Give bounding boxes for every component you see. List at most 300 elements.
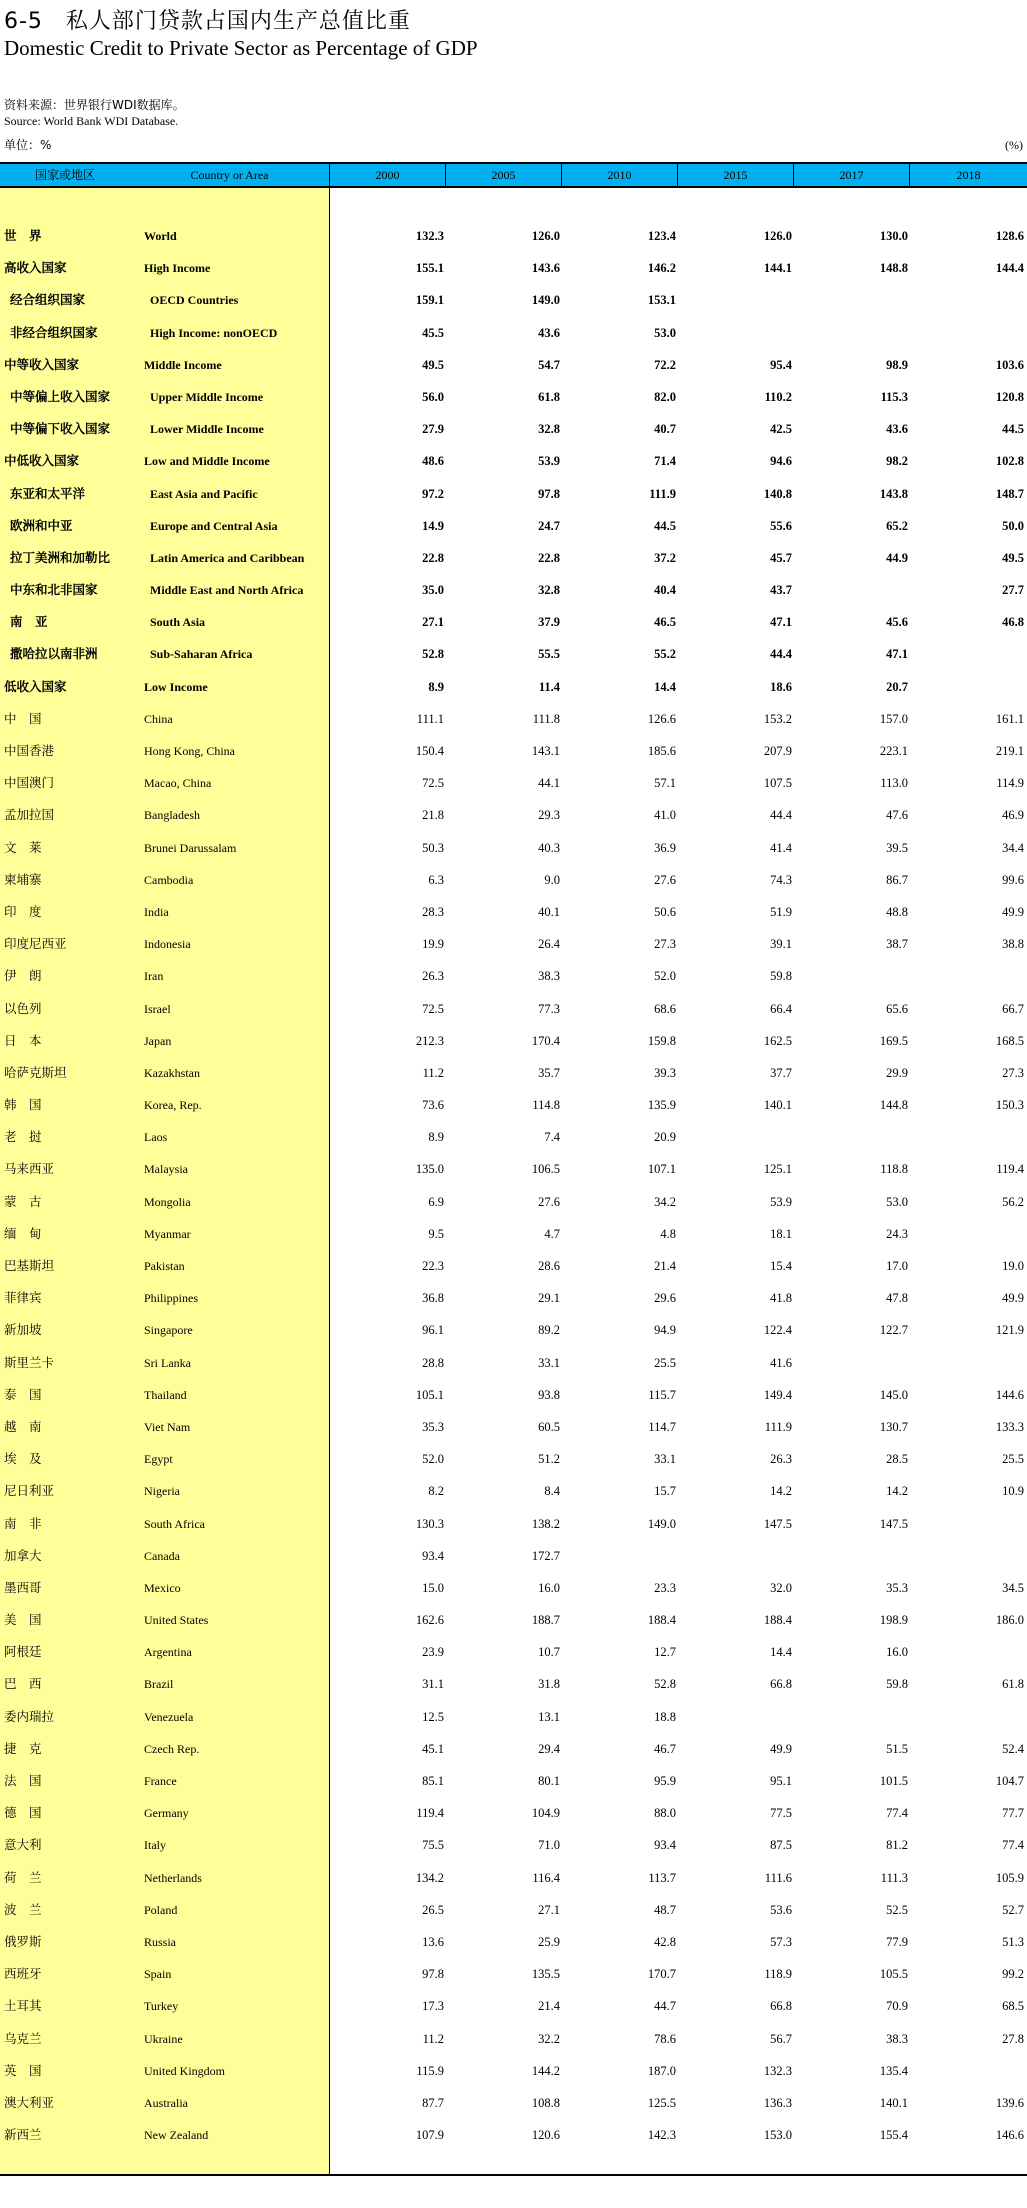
country-name-zh: 蒙 古 <box>4 1193 42 1209</box>
value-cell: 169.5 <box>879 1033 908 1048</box>
value-cell: 140.1 <box>879 2095 908 2110</box>
country-name-en: World <box>144 229 177 243</box>
country-name-en: Russia <box>144 1934 177 1949</box>
value-cell: 51.3 <box>1002 1934 1024 1949</box>
value-cell: 14.2 <box>886 1484 908 1499</box>
country-name-zh: 低收入国家 <box>4 678 67 694</box>
value-cell: 89.2 <box>538 1323 560 1338</box>
value-cell: 40.4 <box>654 583 676 598</box>
value-cell: 48.8 <box>886 904 908 919</box>
value-cell: 24.7 <box>538 518 560 533</box>
value-cell <box>934 1636 1024 1668</box>
country-name-zh: 欧洲和中亚 <box>10 517 73 533</box>
value-cell: 102.8 <box>995 454 1024 469</box>
value-cell: 27.9 <box>422 422 444 437</box>
value-cell: 37.2 <box>654 550 676 565</box>
value-cell: 38.8 <box>1002 937 1024 952</box>
value-cell: 21.4 <box>654 1259 676 1273</box>
table-row <box>0 1218 1027 1250</box>
value-cell: 55.6 <box>770 518 792 533</box>
country-name-zh: 缅 甸 <box>4 1225 42 1241</box>
value-cell: 139.6 <box>995 2095 1024 2110</box>
country-name-zh: 东亚和太平洋 <box>10 485 86 501</box>
value-cell: 48.6 <box>422 454 444 469</box>
country-name-zh: 老 挝 <box>4 1129 42 1145</box>
value-cell: 27.6 <box>538 1194 560 1209</box>
country-name-en: Malaysia <box>144 1162 188 1177</box>
table-row <box>0 2023 1027 2055</box>
country-name-zh: 世 界 <box>4 228 42 243</box>
value-cell <box>702 317 792 349</box>
value-cell: 8.2 <box>428 1484 444 1499</box>
country-name-zh: 拉丁美洲和加勒比 <box>10 549 111 565</box>
value-cell: 56.2 <box>1002 1194 1024 1209</box>
value-cell: 28.6 <box>538 1259 560 1273</box>
value-cell: 50.6 <box>654 904 676 919</box>
country-name-en: Germany <box>144 1806 189 1821</box>
value-cell: 51.5 <box>886 1741 908 1756</box>
country-name-zh: 中国澳门 <box>4 775 55 791</box>
table-row <box>0 413 1027 445</box>
country-name-en: Japan <box>144 1033 172 1048</box>
value-cell: 135.9 <box>647 1098 676 1113</box>
value-cell: 71.0 <box>538 1838 560 1853</box>
table-row <box>0 1733 1027 1765</box>
value-cell: 128.6 <box>995 229 1024 243</box>
country-name-en: Upper Middle Income <box>150 389 264 404</box>
value-cell: 32.0 <box>770 1580 792 1595</box>
table-row <box>0 1282 1027 1314</box>
table-row <box>0 445 1027 477</box>
value-cell: 25.5 <box>1002 1452 1024 1467</box>
value-cell <box>818 1701 908 1733</box>
value-cell: 153.1 <box>647 293 676 308</box>
value-cell: 77.3 <box>538 1001 560 1016</box>
value-cell: 34.5 <box>1002 1580 1024 1595</box>
value-cell: 98.2 <box>886 454 908 469</box>
value-cell: 27.1 <box>422 615 444 630</box>
value-cell: 113.0 <box>880 776 908 791</box>
value-cell: 153.2 <box>763 711 792 726</box>
value-cell: 21.4 <box>538 1999 560 2014</box>
value-cell: 44.7 <box>654 1999 676 2014</box>
value-cell: 29.4 <box>538 1741 560 1756</box>
value-cell: 61.8 <box>1002 1677 1024 1692</box>
header-country-en: Country or Area <box>130 164 330 186</box>
value-cell: 122.4 <box>763 1323 792 1338</box>
value-cell: 111.8 <box>532 711 560 726</box>
value-cell: 132.3 <box>415 229 444 243</box>
country-name-zh: 委内瑞拉 <box>4 1708 55 1724</box>
value-cell: 25.9 <box>538 1934 560 1949</box>
value-cell: 45.1 <box>422 1741 444 1756</box>
country-name-en: Bangladesh <box>144 808 200 823</box>
value-cell: 29.9 <box>886 1065 908 1080</box>
value-cell: 52.0 <box>422 1452 444 1467</box>
value-cell: 14.9 <box>422 518 444 533</box>
table-row <box>0 1121 1027 1153</box>
value-cell: 72.5 <box>422 776 444 791</box>
value-cell: 14.4 <box>770 1645 792 1660</box>
country-name-zh: 阿根廷 <box>4 1644 42 1660</box>
value-cell: 54.7 <box>538 357 560 372</box>
value-cell: 188.4 <box>647 1613 676 1628</box>
page-title-zh: 6-5 私人部门贷款占国内生产总值比重 <box>4 9 411 34</box>
table-row <box>0 1186 1027 1218</box>
value-cell: 33.1 <box>654 1452 676 1467</box>
value-cell: 144.8 <box>879 1098 908 1113</box>
country-name-en: Indonesia <box>144 937 191 952</box>
table-row <box>0 703 1027 735</box>
country-name-en: Israel <box>144 1001 171 1016</box>
value-cell: 97.8 <box>538 486 560 501</box>
value-cell: 32.8 <box>538 422 560 437</box>
value-cell: 41.4 <box>770 840 792 855</box>
value-cell: 27.7 <box>1002 583 1024 598</box>
table-row <box>0 638 1027 670</box>
value-cell: 32.2 <box>538 2031 560 2046</box>
value-cell: 59.8 <box>770 969 792 984</box>
value-cell: 120.6 <box>531 2128 560 2143</box>
country-name-en: Viet Nam <box>144 1419 191 1434</box>
value-cell: 26.5 <box>422 1902 444 1917</box>
value-cell: 19.0 <box>1002 1259 1024 1273</box>
table-row <box>0 671 1027 703</box>
table-row <box>0 1089 1027 1121</box>
table-row <box>0 799 1027 831</box>
value-cell <box>934 1347 1024 1379</box>
value-cell: 21.8 <box>422 808 444 823</box>
value-cell: 6.9 <box>428 1194 444 1209</box>
value-cell: 15.4 <box>770 1259 792 1273</box>
value-cell: 46.5 <box>654 615 676 630</box>
value-cell: 159.8 <box>647 1033 676 1048</box>
value-cell: 56.7 <box>770 2031 792 2046</box>
country-name-en: Lower Middle Income <box>150 422 264 437</box>
header-year: 2017 <box>794 164 910 186</box>
table-row <box>0 735 1027 767</box>
value-cell: 188.7 <box>531 1613 560 1628</box>
value-cell: 29.6 <box>654 1291 676 1306</box>
value-cell: 114.9 <box>996 776 1024 791</box>
value-cell: 74.3 <box>770 872 792 887</box>
value-cell: 52.0 <box>654 969 676 984</box>
country-name-zh: 中等偏上收入国家 <box>10 388 111 404</box>
value-cell: 13.1 <box>538 1709 560 1724</box>
country-name-zh: 马来西亚 <box>4 1161 55 1177</box>
value-cell: 20.9 <box>654 1130 676 1145</box>
value-cell: 85.1 <box>422 1774 444 1788</box>
value-cell: 97.2 <box>422 486 444 501</box>
value-cell: 140.8 <box>763 486 792 501</box>
value-cell: 45.6 <box>886 615 908 630</box>
value-cell: 44.5 <box>1002 422 1024 437</box>
value-cell: 38.3 <box>538 969 560 984</box>
country-name-zh: 文 莱 <box>4 839 42 855</box>
value-cell: 35.7 <box>538 1065 560 1080</box>
table-row <box>0 478 1027 510</box>
value-cell: 118.9 <box>764 1967 792 1982</box>
value-cell: 31.8 <box>538 1677 560 1692</box>
value-cell: 146.2 <box>647 261 676 276</box>
value-cell: 41.0 <box>654 808 676 823</box>
value-cell: 116.4 <box>532 1870 560 1885</box>
value-cell: 8.9 <box>428 679 444 694</box>
value-cell: 16.0 <box>886 1645 908 1660</box>
value-cell: 143.6 <box>531 261 560 276</box>
value-cell: 108.8 <box>531 2095 560 2110</box>
value-cell <box>818 1540 908 1572</box>
country-name-zh: 印 度 <box>4 903 42 919</box>
value-cell: 66.7 <box>1002 1001 1024 1016</box>
table-row <box>0 1250 1027 1282</box>
value-cell: 16.0 <box>538 1580 560 1595</box>
value-cell: 98.9 <box>886 357 908 372</box>
value-cell <box>934 1508 1024 1540</box>
country-name-en: Myanmar <box>144 1226 191 1241</box>
value-cell: 52.4 <box>1002 1741 1024 1756</box>
value-cell: 150.4 <box>415 744 444 758</box>
country-name-en: Brazil <box>144 1677 174 1692</box>
value-cell: 73.6 <box>422 1098 444 1113</box>
value-cell <box>934 671 1024 703</box>
table-row <box>0 220 1027 252</box>
value-cell: 6.3 <box>428 872 444 887</box>
country-name-zh: 波 兰 <box>4 1901 42 1917</box>
value-cell: 29.3 <box>538 808 560 823</box>
value-cell: 97.8 <box>422 1967 444 1982</box>
country-name-zh: 新加坡 <box>4 1322 42 1338</box>
value-cell: 136.3 <box>763 2095 792 2110</box>
value-cell: 105.5 <box>879 1967 908 1982</box>
table-row <box>0 993 1027 1025</box>
country-name-zh: 以色列 <box>4 1000 42 1016</box>
value-cell: 43.7 <box>770 583 792 598</box>
country-name-zh: 荷 兰 <box>4 1869 42 1885</box>
value-cell: 8.4 <box>544 1484 560 1499</box>
value-cell: 14.4 <box>654 679 676 694</box>
country-name-en: High Income: nonOECD <box>150 325 278 340</box>
value-cell: 105.1 <box>415 1387 444 1402</box>
value-cell: 20.7 <box>886 679 908 694</box>
country-name-zh: 非经合组织国家 <box>10 324 98 340</box>
value-cell: 53.0 <box>654 325 676 340</box>
value-cell: 22.8 <box>538 550 560 565</box>
value-cell: 130.0 <box>879 229 908 243</box>
value-cell: 13.6 <box>422 1934 444 1949</box>
value-cell: 66.8 <box>770 1999 792 2014</box>
value-cell: 130.3 <box>415 1516 444 1531</box>
value-cell: 149.4 <box>763 1387 792 1402</box>
value-cell: 53.9 <box>770 1194 792 1209</box>
value-cell: 170.4 <box>531 1033 560 1048</box>
country-name-zh: 哈萨克斯坦 <box>4 1064 67 1080</box>
value-cell: 57.1 <box>654 776 676 791</box>
value-cell: 46.9 <box>1002 808 1024 823</box>
value-cell: 53.6 <box>770 1902 792 1917</box>
value-cell: 135.0 <box>415 1162 444 1177</box>
value-cell: 7.4 <box>544 1130 560 1145</box>
value-cell: 125.1 <box>763 1162 792 1177</box>
value-cell <box>934 284 1024 316</box>
country-name-en: Europe and Central Asia <box>150 518 278 533</box>
value-cell: 27.8 <box>1002 2031 1024 2046</box>
country-name-en: OECD Countries <box>150 293 239 308</box>
country-name-en: France <box>144 1774 177 1788</box>
table-row <box>0 928 1027 960</box>
value-cell: 75.5 <box>422 1838 444 1853</box>
value-cell <box>818 960 908 992</box>
value-cell: 15.7 <box>654 1484 676 1499</box>
table-row <box>0 1829 1027 1861</box>
value-cell: 80.1 <box>538 1774 560 1788</box>
value-cell: 186.0 <box>995 1613 1024 1628</box>
value-cell: 51.9 <box>770 904 792 919</box>
value-cell: 65.6 <box>886 1001 908 1016</box>
header-year: 2018 <box>956 168 981 182</box>
value-cell: 121.9 <box>995 1323 1024 1338</box>
country-name-en: East Asia and Pacific <box>150 486 258 501</box>
country-name-en: United States <box>144 1613 209 1628</box>
unit-label: 单位：% <box>4 138 52 152</box>
value-cell: 157.0 <box>879 711 908 726</box>
value-cell: 93.8 <box>538 1387 560 1402</box>
value-cell: 23.3 <box>654 1580 676 1595</box>
country-name-en: Mongolia <box>144 1194 191 1209</box>
value-cell: 144.2 <box>531 2063 560 2078</box>
value-cell: 93.4 <box>654 1838 676 1853</box>
country-name-en: Low Income <box>144 679 208 694</box>
country-name-zh: 墨西哥 <box>4 1579 42 1595</box>
header-year: 2005 <box>446 164 562 186</box>
value-cell <box>702 1701 792 1733</box>
value-cell: 96.1 <box>422 1323 444 1338</box>
value-cell: 45.7 <box>770 550 792 565</box>
value-cell: 114.7 <box>648 1419 676 1434</box>
unit-label-en: (%) <box>1005 138 1023 152</box>
value-cell: 162.6 <box>415 1613 444 1628</box>
country-name-zh: 印度尼西亚 <box>4 936 67 952</box>
value-cell: 53.9 <box>538 454 560 469</box>
country-name-en: Pakistan <box>144 1259 185 1273</box>
country-name-en: Philippines <box>144 1291 199 1306</box>
value-cell: 32.8 <box>538 583 560 598</box>
value-cell: 34.4 <box>1002 840 1024 855</box>
value-cell: 106.5 <box>531 1162 560 1177</box>
value-cell: 27.3 <box>1002 1065 1024 1080</box>
value-cell: 26.3 <box>770 1452 792 1467</box>
source-note-zh: 资料来源：世界银行WDI数据库。 <box>4 98 185 112</box>
value-cell: 52.8 <box>654 1677 676 1692</box>
value-cell: 148.7 <box>995 486 1024 501</box>
value-cell: 104.7 <box>995 1774 1024 1788</box>
value-cell: 72.2 <box>654 357 676 372</box>
value-cell: 94.6 <box>770 454 792 469</box>
value-cell: 46.7 <box>654 1741 676 1756</box>
value-cell: 12.7 <box>654 1645 676 1660</box>
value-cell <box>702 284 792 316</box>
table-row <box>0 510 1027 542</box>
header-year: 2010 <box>562 164 678 186</box>
table-row <box>0 1411 1027 1443</box>
country-name-zh: 南 非 <box>4 1515 42 1531</box>
value-cell: 219.1 <box>995 744 1024 758</box>
value-cell: 15.0 <box>422 1580 444 1595</box>
country-name-en: Australia <box>144 2095 188 2110</box>
value-cell: 39.5 <box>886 840 908 855</box>
value-cell: 49.9 <box>770 1741 792 1756</box>
value-cell: 8.9 <box>428 1130 444 1145</box>
value-cell: 95.1 <box>770 1774 792 1788</box>
value-cell: 99.2 <box>1002 1967 1024 1982</box>
table-row <box>0 542 1027 574</box>
table-row <box>0 896 1027 928</box>
value-cell: 212.3 <box>415 1033 444 1048</box>
header-year: 2015 <box>678 164 794 186</box>
country-name-en: Canada <box>144 1548 180 1563</box>
country-name-en: New Zealand <box>144 2128 209 2143</box>
value-cell: 24.3 <box>886 1226 908 1241</box>
value-cell: 43.6 <box>886 422 908 437</box>
value-cell: 170.7 <box>647 1967 676 1982</box>
value-cell: 18.1 <box>770 1226 792 1241</box>
value-cell: 126.0 <box>531 229 560 243</box>
country-name-en: High Income <box>144 261 211 276</box>
country-name-zh: 德 国 <box>4 1805 42 1821</box>
value-cell: 4.8 <box>660 1226 676 1241</box>
value-cell: 60.5 <box>538 1419 560 1434</box>
country-name-zh: 巴基斯坦 <box>4 1258 55 1273</box>
table-row <box>0 1797 1027 1829</box>
value-cell: 61.8 <box>538 389 560 404</box>
value-cell: 65.2 <box>886 518 908 533</box>
value-cell: 47.6 <box>886 808 908 823</box>
value-cell: 122.7 <box>879 1323 908 1338</box>
table-row <box>0 1475 1027 1507</box>
country-name-zh: 澳大利亚 <box>4 2094 55 2110</box>
value-cell: 87.5 <box>770 1838 792 1853</box>
value-cell: 143.8 <box>879 486 908 501</box>
country-name-zh: 斯里兰卡 <box>4 1354 55 1370</box>
value-cell: 50.0 <box>1002 518 1024 533</box>
country-name-zh: 意大利 <box>4 1837 42 1853</box>
table-row <box>0 1153 1027 1185</box>
value-cell <box>702 1121 792 1153</box>
value-cell <box>818 284 908 316</box>
value-cell: 26.4 <box>538 937 560 952</box>
country-name-en: Poland <box>144 1902 178 1917</box>
value-cell: 18.6 <box>770 679 792 694</box>
value-cell: 111.6 <box>764 1870 792 1885</box>
value-cell: 144.6 <box>995 1387 1024 1402</box>
value-cell: 40.3 <box>538 840 560 855</box>
country-name-en: Kazakhstan <box>144 1065 200 1080</box>
country-name-en: Thailand <box>144 1387 187 1402</box>
value-cell: 144.1 <box>763 261 792 276</box>
value-cell: 147.5 <box>763 1516 792 1531</box>
table-row <box>0 1668 1027 1700</box>
country-name-en: Cambodia <box>144 872 194 887</box>
value-cell: 126.0 <box>763 229 792 243</box>
value-cell: 47.1 <box>770 615 792 630</box>
value-cell: 135.5 <box>531 1967 560 1982</box>
country-name-zh: 尼日利亚 <box>4 1483 55 1499</box>
value-cell: 27.3 <box>654 937 676 952</box>
value-cell: 111.1 <box>416 711 444 726</box>
value-cell: 168.5 <box>995 1033 1024 1048</box>
table-row <box>0 1701 1027 1733</box>
country-name-zh: 土耳其 <box>4 1998 42 2014</box>
